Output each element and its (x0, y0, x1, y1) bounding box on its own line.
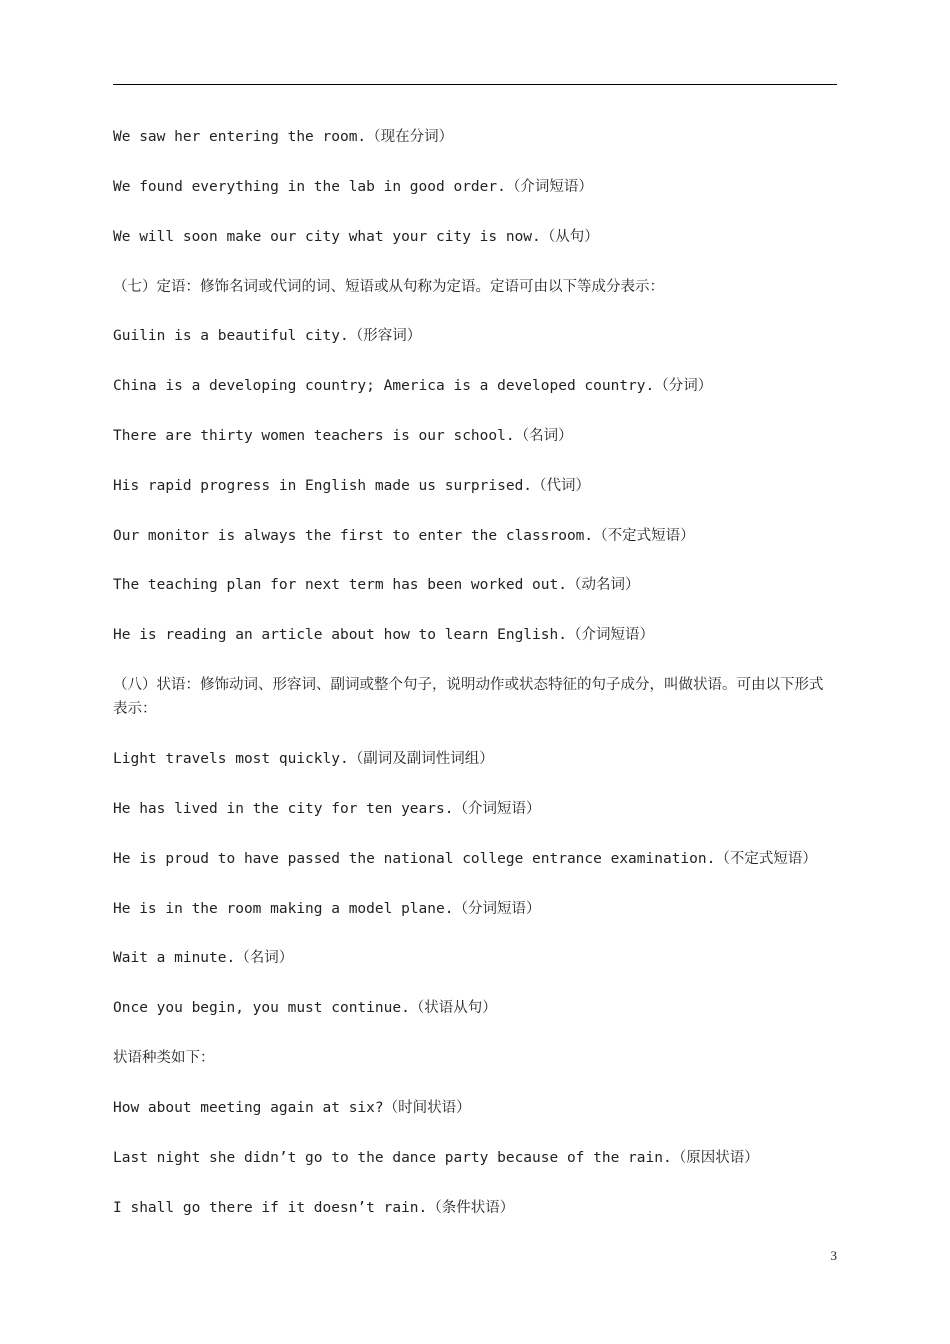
text-line: Last night she didn’t go to the dance party because of the rain.（原因状语） (113, 1150, 759, 1166)
text-line: There are thirty women teachers is our school.（名词） (113, 428, 573, 444)
text-line: I shall go there if it doesn’t rain.（条件状语） (113, 1200, 515, 1216)
text-line: China is a developing country; America is a developed country.（分词） (113, 378, 713, 394)
text-line: Guilin is a beautiful city.（形容词） (113, 328, 422, 344)
text-line: We found everything in the lab in good order.（介词短语） (113, 179, 593, 195)
text-line: We saw her entering the room.（现在分词） (113, 129, 454, 145)
text-line: How about meeting again at six?（时间状语） (113, 1100, 471, 1116)
text-line: Light travels most quickly.（副词及副词性词组） (113, 751, 494, 767)
text-line: His rapid progress in English made us surprised.（代词） (113, 478, 591, 494)
text-line: He has lived in the city for ten years.（介词短语） (113, 801, 541, 817)
page-number: 3 (830, 1248, 837, 1263)
text-line: We will soon make our city what your city is now.（从句） (113, 229, 599, 245)
text-line: He is proud to have passed the national college entrance examination.（不定式短语） (113, 851, 817, 867)
text-line: Our monitor is always the first to enter the classroom.（不定式短语） (113, 528, 695, 544)
header-rule (113, 84, 837, 85)
text-line: The teaching plan for next term has been worked out.（动名词） (113, 577, 640, 593)
text-line: He is reading an article about how to learn English.（介词短语） (113, 627, 654, 643)
section-heading-attributive: （七）定语：修饰名词或代词的词、短语或从句称为定语。定语可由以下等成分表示： (113, 279, 664, 295)
section-heading-adverbial-types: 状语种类如下： (113, 1050, 215, 1066)
text-line: Wait a minute.（名词） (113, 950, 294, 966)
text-line: He is in the room making a model plane.（分词短语） (113, 901, 541, 917)
text-line: Once you begin, you must continue.（状语从句） (113, 1000, 497, 1016)
section-heading-adverbial: （八）状语：修饰动词、形容词、副词或整个句子，说明动作或状态特征的句子成分，叫做状语。可由以下形式表示： (113, 677, 824, 717)
